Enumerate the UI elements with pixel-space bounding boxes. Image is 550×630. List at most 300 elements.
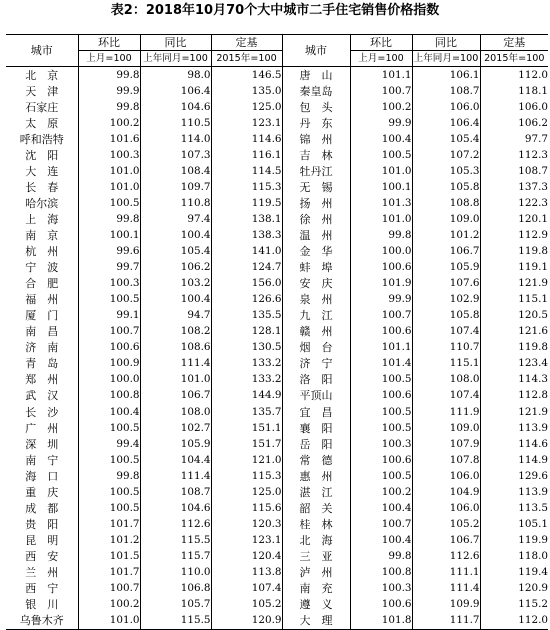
mom-value-left: 99.6 [78, 244, 140, 260]
mom-value-right: 100.7 [350, 308, 412, 324]
base-value-right: 120.5 [480, 308, 548, 324]
city-name-left: 呼和浩特 [19, 132, 64, 146]
mom-value-right: 101.4 [350, 356, 412, 372]
table-row [6, 308, 548, 324]
city-name-left: 福 州 [25, 293, 59, 307]
table-row [6, 548, 548, 564]
city-name-right: 徐 州 [282, 211, 350, 227]
base-value-left: 133.2 [211, 372, 282, 388]
city-name-right: 常 德 [282, 452, 350, 468]
mom-value-left: 100.2 [78, 597, 140, 613]
table-row [6, 260, 548, 276]
mom-value-right: 100.6 [350, 388, 412, 404]
table-body [6, 67, 548, 630]
yoy-value-right: 105.4 [412, 131, 480, 147]
yoy-value-right: 106.0 [412, 468, 480, 484]
yoy-value-left: 115.7 [140, 548, 211, 564]
yoy-value-left: 97.4 [140, 211, 211, 227]
base-value-right: 106.2 [480, 115, 548, 131]
base-value-left: 135.7 [211, 404, 282, 420]
mom-value-right: 101.0 [350, 211, 412, 227]
city-name-left: 南 昌 [25, 325, 59, 339]
yoy-value-left: 105.4 [140, 244, 211, 260]
base-value-right: 119.1 [480, 260, 548, 276]
base-header-left: 定基 [211, 35, 282, 51]
mom-value-left: 99.8 [78, 99, 140, 115]
mom-value-right: 100.6 [350, 597, 412, 613]
city-name-left: 南 宁 [25, 453, 59, 467]
yoy-value-left: 103.2 [140, 276, 211, 292]
base-value-right: 114.6 [480, 436, 548, 452]
base-value-right: 115.1 [480, 292, 548, 308]
yoy-value-right: 108.8 [412, 195, 480, 211]
city-header-left: 城市 [6, 35, 78, 67]
city-name-left: 大 连 [25, 164, 59, 178]
mom-value-left: 100.9 [78, 356, 140, 372]
base-value-left: 105.2 [211, 597, 282, 613]
base-value-left: 135.5 [211, 308, 282, 324]
city-name-right: 牡丹江 [282, 163, 350, 179]
city-name-left: 武 汉 [25, 389, 59, 403]
base-value-left: 120.4 [211, 548, 282, 564]
mom-value-left: 100.5 [78, 420, 140, 436]
price-index-table [6, 34, 548, 630]
city-name-left: 西 宁 [25, 582, 59, 596]
mom-value-right: 100.2 [350, 484, 412, 500]
yoy-value-left: 111.4 [140, 468, 211, 484]
mom-value-right: 100.0 [350, 244, 412, 260]
mom-value-right: 100.6 [350, 260, 412, 276]
yoy-header-right: 同比 [412, 35, 480, 51]
city-name-right: 唐 山 [282, 67, 350, 84]
yoy-value-right: 106.7 [412, 532, 480, 548]
base-value-right: 97.7 [480, 131, 548, 147]
city-name-left: 哈尔滨 [25, 196, 59, 210]
mom-value-right: 100.4 [350, 532, 412, 548]
yoy-value-right: 115.1 [412, 356, 480, 372]
base-value-left: 123.1 [211, 115, 282, 131]
mom-value-right: 101.1 [350, 340, 412, 356]
city-name-right: 宜 昌 [282, 404, 350, 420]
yoy-value-left: 104.4 [140, 452, 211, 468]
city-name-left: 杭 州 [25, 245, 59, 259]
mom-value-right: 101.1 [350, 67, 412, 84]
base-value-left: 138.3 [211, 227, 282, 243]
mom-value-left: 101.0 [78, 163, 140, 179]
city-name-right: 韶 关 [282, 500, 350, 516]
yoy-value-left: 108.0 [140, 404, 211, 420]
yoy-value-left: 94.7 [140, 308, 211, 324]
base-value-left: 156.0 [211, 276, 282, 292]
header-row-sub [6, 51, 548, 67]
city-name-right: 无 锡 [282, 179, 350, 195]
base-value-right: 113.9 [480, 420, 548, 436]
yoy-value-left: 100.4 [140, 227, 211, 243]
mom-value-left: 100.2 [78, 115, 140, 131]
base-value-left: 120.9 [211, 613, 282, 630]
city-name-right: 秦皇岛 [282, 83, 350, 99]
mom-value-right: 99.9 [350, 115, 412, 131]
yoy-value-right: 108.7 [412, 83, 480, 99]
mom-subheader-right: 上月=100 [350, 51, 412, 67]
city-name-left: 北 京 [25, 68, 59, 82]
base-value-left: 135.0 [211, 83, 282, 99]
yoy-value-left: 104.6 [140, 99, 211, 115]
yoy-value-right: 107.6 [412, 276, 480, 292]
city-name-left: 成 都 [25, 501, 59, 515]
base-value-right: 118.1 [480, 83, 548, 99]
mom-value-right: 100.8 [350, 564, 412, 580]
mom-value-right: 99.8 [350, 227, 412, 243]
base-value-left: 151.1 [211, 420, 282, 436]
mom-value-right: 100.4 [350, 131, 412, 147]
city-name-right: 泉 州 [282, 292, 350, 308]
yoy-value-right: 106.0 [412, 500, 480, 516]
base-value-left: 119.5 [211, 195, 282, 211]
table-row [6, 452, 548, 468]
mom-value-right: 101.3 [350, 195, 412, 211]
base-value-left: 128.1 [211, 324, 282, 340]
city-name-right: 丹 东 [282, 115, 350, 131]
city-name-left: 青 岛 [25, 357, 59, 371]
yoy-value-right: 109.9 [412, 597, 480, 613]
yoy-value-right: 107.8 [412, 452, 480, 468]
yoy-value-left: 106.7 [140, 388, 211, 404]
city-name-right: 扬 州 [282, 195, 350, 211]
yoy-value-right: 107.2 [412, 147, 480, 163]
yoy-value-left: 115.5 [140, 532, 211, 548]
table-row [6, 179, 548, 195]
city-name-right: 蚌 埠 [282, 260, 350, 276]
table-row [6, 227, 548, 243]
city-name-left: 厦 门 [25, 309, 59, 323]
city-name-right: 吉 林 [282, 147, 350, 163]
city-name-left: 郑 州 [25, 373, 59, 387]
table-row [6, 340, 548, 356]
base-value-right: 112.9 [480, 227, 548, 243]
mom-value-right: 100.6 [350, 452, 412, 468]
mom-value-left: 101.7 [78, 564, 140, 580]
city-name-left: 银 川 [25, 598, 59, 612]
base-value-right: 112.0 [480, 67, 548, 84]
yoy-value-right: 107.4 [412, 388, 480, 404]
base-value-right: 114.3 [480, 372, 548, 388]
base-value-right: 108.7 [480, 163, 548, 179]
base-value-left: 130.5 [211, 340, 282, 356]
yoy-value-left: 111.4 [140, 356, 211, 372]
city-name-right: 包 头 [282, 99, 350, 115]
table-row [6, 83, 548, 99]
base-value-left: 125.0 [211, 99, 282, 115]
base-value-right: 121.6 [480, 324, 548, 340]
yoy-value-right: 101.2 [412, 227, 480, 243]
table-row [6, 388, 548, 404]
city-name-right: 大 理 [282, 613, 350, 630]
mom-header-right: 环比 [350, 35, 412, 51]
yoy-value-right: 107.9 [412, 436, 480, 452]
city-name-left: 沈 阳 [25, 148, 59, 162]
base-value-left: 115.6 [211, 500, 282, 516]
mom-value-left: 101.6 [78, 131, 140, 147]
city-name-left: 天 津 [25, 84, 59, 98]
mom-value-left: 100.5 [78, 292, 140, 308]
mom-value-right: 99.8 [350, 548, 412, 564]
yoy-value-right: 104.9 [412, 484, 480, 500]
yoy-value-left: 106.8 [140, 581, 211, 597]
city-name-right: 温 州 [282, 227, 350, 243]
table-row [6, 613, 548, 630]
base-value-left: 107.4 [211, 581, 282, 597]
yoy-value-right: 111.7 [412, 613, 480, 630]
header-row-main [6, 35, 548, 51]
base-value-right: 121.9 [480, 276, 548, 292]
city-name-left: 深 圳 [25, 437, 59, 451]
table-row [6, 276, 548, 292]
yoy-value-right: 108.0 [412, 372, 480, 388]
table-row [6, 404, 548, 420]
mom-value-right: 100.7 [350, 516, 412, 532]
mom-value-right: 100.5 [350, 404, 412, 420]
table-title: 表2：2018年10月70个大中城市二手住宅销售价格指数 [110, 3, 440, 18]
yoy-value-left: 106.4 [140, 83, 211, 99]
city-name-right: 岳 阳 [282, 436, 350, 452]
yoy-value-left: 112.6 [140, 516, 211, 532]
base-value-left: 113.8 [211, 564, 282, 580]
mom-value-left: 100.5 [78, 452, 140, 468]
city-name-left: 西 安 [25, 549, 59, 563]
city-name-right: 惠 州 [282, 468, 350, 484]
mom-value-right: 100.4 [350, 500, 412, 516]
yoy-value-right: 102.9 [412, 292, 480, 308]
mom-value-left: 101.0 [78, 613, 140, 630]
yoy-value-left: 110.8 [140, 195, 211, 211]
city-name-left: 宁 波 [25, 261, 59, 275]
table-row [6, 372, 548, 388]
mom-value-left: 100.5 [78, 484, 140, 500]
mom-value-left: 99.4 [78, 436, 140, 452]
yoy-value-left: 104.6 [140, 500, 211, 516]
base-value-right: 119.8 [480, 340, 548, 356]
base-value-right: 112.0 [480, 613, 548, 630]
mom-value-left: 100.5 [78, 500, 140, 516]
city-name-right: 平顶山 [282, 388, 350, 404]
yoy-value-left: 108.7 [140, 484, 211, 500]
base-value-left: 133.2 [211, 356, 282, 372]
table-row [6, 564, 548, 580]
city-name-right: 三 亚 [282, 548, 350, 564]
mom-value-left: 99.1 [78, 308, 140, 324]
table-row [6, 324, 548, 340]
city-name-right: 赣 州 [282, 324, 350, 340]
yoy-value-right: 105.9 [412, 260, 480, 276]
mom-value-right: 101.9 [350, 276, 412, 292]
mom-value-left: 101.5 [78, 548, 140, 564]
yoy-value-right: 105.8 [412, 308, 480, 324]
yoy-value-right: 112.6 [412, 548, 480, 564]
city-name-right: 遵 义 [282, 597, 350, 613]
mom-value-right: 101.8 [350, 613, 412, 630]
yoy-value-right: 105.8 [412, 179, 480, 195]
base-value-right: 114.9 [480, 452, 548, 468]
mom-value-right: 100.5 [350, 147, 412, 163]
yoy-subheader-right: 上年同月=100 [412, 51, 480, 67]
table-row [6, 211, 548, 227]
city-name-left: 长 春 [25, 180, 59, 194]
mom-value-left: 100.3 [78, 147, 140, 163]
base-value-left: 114.5 [211, 163, 282, 179]
base-value-right: 119.9 [480, 532, 548, 548]
table-row [6, 67, 548, 84]
table-row [6, 292, 548, 308]
table-row [6, 163, 548, 179]
city-name-right: 济 宁 [282, 356, 350, 372]
city-name-left: 南 京 [25, 228, 59, 242]
base-value-right: 120.9 [480, 581, 548, 597]
yoy-value-right: 105.3 [412, 163, 480, 179]
mom-value-right: 100.5 [350, 372, 412, 388]
base-subheader-right: 2015年=100 [480, 51, 548, 67]
city-name-left: 长 沙 [25, 405, 59, 419]
yoy-value-left: 100.4 [140, 292, 211, 308]
city-name-left: 合 肥 [25, 277, 59, 291]
yoy-value-right: 109.0 [412, 211, 480, 227]
mom-value-left: 99.7 [78, 260, 140, 276]
base-value-left: 141.0 [211, 244, 282, 260]
yoy-value-right: 110.7 [412, 340, 480, 356]
city-name-right: 安 庆 [282, 276, 350, 292]
table-row [6, 356, 548, 372]
table-row [6, 147, 548, 163]
base-value-left: 125.0 [211, 484, 282, 500]
yoy-value-left: 108.6 [140, 340, 211, 356]
yoy-value-left: 102.7 [140, 420, 211, 436]
table-row [6, 99, 548, 115]
table-row [6, 597, 548, 613]
yoy-value-left: 106.2 [140, 260, 211, 276]
base-value-right: 115.2 [480, 597, 548, 613]
base-header-right: 定基 [480, 35, 548, 51]
base-value-right: 106.0 [480, 99, 548, 115]
mom-subheader-left: 上月=100 [78, 51, 140, 67]
mom-value-left: 100.7 [78, 581, 140, 597]
mom-value-right: 100.5 [350, 420, 412, 436]
yoy-value-right: 106.7 [412, 244, 480, 260]
city-name-right: 九 江 [282, 308, 350, 324]
base-value-right: 113.5 [480, 500, 548, 516]
yoy-value-left: 107.3 [140, 147, 211, 163]
base-value-right: 119.8 [480, 244, 548, 260]
yoy-value-right: 106.4 [412, 115, 480, 131]
city-name-left: 乌鲁木齐 [6, 613, 78, 630]
mom-value-right: 101.0 [350, 163, 412, 179]
base-value-left: 138.1 [211, 211, 282, 227]
city-name-right: 襄 阳 [282, 420, 350, 436]
yoy-value-right: 105.2 [412, 516, 480, 532]
table-row [6, 484, 548, 500]
base-value-left: 146.5 [211, 67, 282, 84]
table-row [6, 244, 548, 260]
table-row [6, 131, 548, 147]
base-value-right: 120.1 [480, 211, 548, 227]
table-row [6, 516, 548, 532]
base-value-left: 124.7 [211, 260, 282, 276]
mom-value-right: 100.5 [350, 468, 412, 484]
base-value-left: 115.3 [211, 468, 282, 484]
city-name-left: 济 南 [25, 341, 59, 355]
mom-value-right: 100.3 [350, 581, 412, 597]
city-name-right: 锦 州 [282, 131, 350, 147]
yoy-value-left: 115.5 [140, 613, 211, 630]
table-row [6, 436, 548, 452]
base-value-left: 123.1 [211, 532, 282, 548]
yoy-value-left: 109.7 [140, 179, 211, 195]
city-name-left: 太 原 [25, 116, 59, 130]
city-name-left: 广 州 [25, 421, 59, 435]
city-name-right: 南 充 [282, 581, 350, 597]
yoy-value-left: 105.7 [140, 597, 211, 613]
yoy-value-left: 110.5 [140, 115, 211, 131]
table-row [6, 420, 548, 436]
base-value-left: 151.7 [211, 436, 282, 452]
base-value-right: 129.6 [480, 468, 548, 484]
mom-value-left: 101.2 [78, 532, 140, 548]
city-name-left: 兰 州 [25, 565, 59, 579]
mom-value-right: 100.7 [350, 83, 412, 99]
yoy-value-right: 111.1 [412, 564, 480, 580]
mom-value-left: 100.4 [78, 404, 140, 420]
base-value-right: 112.8 [480, 388, 548, 404]
base-value-right: 123.4 [480, 356, 548, 372]
base-value-right: 113.9 [480, 484, 548, 500]
yoy-header-left: 同比 [140, 35, 211, 51]
yoy-value-left: 105.9 [140, 436, 211, 452]
mom-value-left: 100.8 [78, 388, 140, 404]
mom-value-right: 100.3 [350, 436, 412, 452]
mom-value-right: 100.1 [350, 179, 412, 195]
yoy-value-right: 111.4 [412, 581, 480, 597]
mom-value-right: 99.9 [350, 292, 412, 308]
base-value-right: 121.9 [480, 404, 548, 420]
table-row [6, 532, 548, 548]
city-name-right: 烟 台 [282, 340, 350, 356]
table-row [6, 468, 548, 484]
base-value-left: 115.3 [211, 179, 282, 195]
mom-value-right: 100.6 [350, 324, 412, 340]
mom-value-left: 99.8 [78, 211, 140, 227]
yoy-value-left: 114.0 [140, 131, 211, 147]
city-name-left: 海 口 [25, 469, 59, 483]
city-header-right: 城市 [282, 35, 350, 67]
mom-value-left: 100.7 [78, 324, 140, 340]
city-name-left: 昆 明 [25, 533, 59, 547]
yoy-value-left: 108.2 [140, 324, 211, 340]
mom-value-left: 99.8 [78, 468, 140, 484]
base-value-left: 144.9 [211, 388, 282, 404]
city-name-right: 洛 阳 [282, 372, 350, 388]
base-value-left: 116.1 [211, 147, 282, 163]
table-row [6, 115, 548, 131]
mom-value-left: 100.3 [78, 276, 140, 292]
yoy-value-right: 106.0 [412, 99, 480, 115]
base-value-left: 126.6 [211, 292, 282, 308]
base-value-right: 119.4 [480, 564, 548, 580]
yoy-value-left: 110.0 [140, 564, 211, 580]
mom-value-left: 101.7 [78, 516, 140, 532]
city-name-left: 贵 阳 [25, 517, 59, 531]
yoy-value-right: 106.1 [412, 67, 480, 84]
yoy-value-right: 109.0 [412, 420, 480, 436]
city-name-right: 湛 江 [282, 484, 350, 500]
